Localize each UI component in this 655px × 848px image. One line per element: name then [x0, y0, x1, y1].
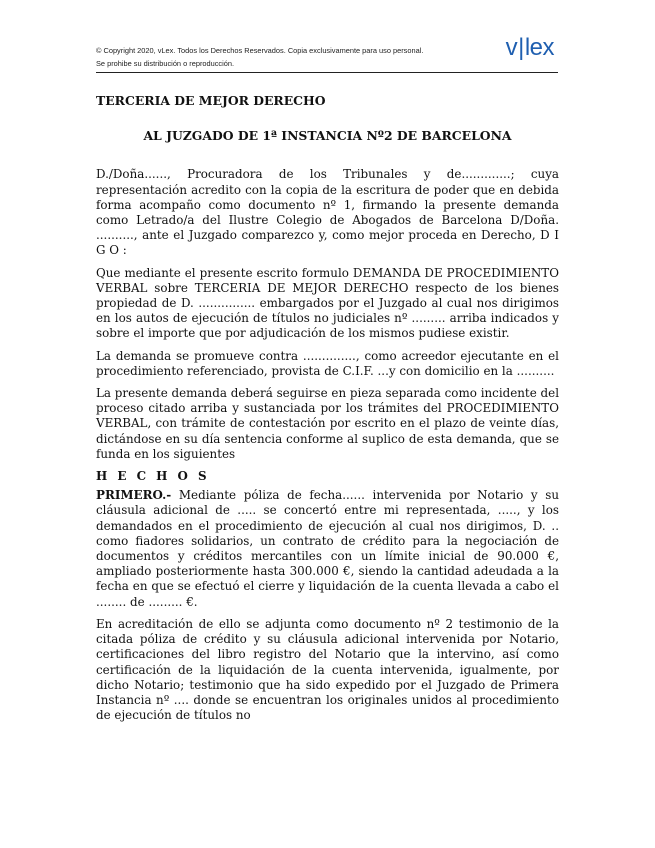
- logo-divider: |: [518, 34, 524, 61]
- court-heading: AL JUZGADO DE 1ª INSTANCIA Nº2 DE BARCELONA: [143, 128, 512, 144]
- paragraph-3: La demanda se promueve contra .............., como acreedor ejecutante en el procedimiento referenciado, provista de C.I.F. ...y con domicilio en la ..........: [96, 348, 559, 378]
- primero-text: Mediante póliza de fecha...... intervenida por Notario y su cláusula adicional de ..... se concertó entre mi representada, ....., y los demandados en el procedimiento de ejecución al cual nos dirigimos, D. .. como fiadores solidarios, un contrato de crédito para la negociación de documentos y créditos mercantiles con un límite inicial de 90.000 €, ampliado posteriormente hasta 300.000 €, siendo la cantidad adeudada a la fecha en que se efectuó el cierre y liquidación de la cuenta llevada a cabo el ........ de ......... €.: [96, 488, 559, 609]
- primero-label: PRIMERO.-: [96, 488, 172, 503]
- document-body: [96, 93, 559, 730]
- paragraph-1: D./Doña......, Procuradora de los Tribunales y de.............; cuya representación acredito con la copia de la escritura de poder que en debida forma acompaño como documento nº 1, firmando la presente demanda como Letrado/a del Ilustre Colegio de Abogados de Barcelona D/Doña. .........., ante el Juzgado comparezco y, como mejor proceda en Derecho, D I G O :: [96, 167, 559, 258]
- copyright-line-1: © Copyright 2020, vLex. Todos los Derechos Reservados. Copia exclusivamente para uso personal.: [96, 46, 424, 55]
- document-title: TERCERIA DE MEJOR DERECHO: [96, 93, 326, 108]
- vlex-logo: [506, 34, 554, 62]
- copyright-notice: [96, 44, 496, 70]
- hechos-heading: H E C H O S: [96, 469, 210, 484]
- copyright-line-2: Se prohibe su distribución o reproducción.: [96, 59, 235, 68]
- logo-v: v: [505, 34, 518, 61]
- page-header: [96, 34, 558, 73]
- paragraph-4: La presente demanda deberá seguirse en pieza separada como incidente del proceso citado arriba y sustanciada por los trámites del PROCEDIMIENTO VERBAL, con trámite de contestación por escrito en el plazo de veinte días, dictándose en su día sentencia conforme al suplico de esta demanda, que se funda en los siguientes: [96, 386, 559, 461]
- logo-lex: lex: [524, 34, 554, 61]
- paragraph-primero: [96, 488, 559, 610]
- paragraph-2: Que mediante el presente escrito formulo DEMANDA DE PROCEDIMIENTO VERBAL sobre TERCERIA DE MEJOR DERECHO respecto de los bienes propiedad de D. ............... embargados por el Juzgado al cual nos dirigimos en los autos de ejecución de títulos no judiciales nº ......... arriba indicados y sobre el importe que por adjudicación de los mismos pudiese existir.: [96, 265, 559, 341]
- paragraph-6: En acreditación de ello se adjunta como documento nº 2 testimonio de la citada póliza de crédito y su cláusula adicional intervenida por Notario, certificaciones del libro registro del Notario que la intervino, así como certificación de la liquidación de la cuenta intervenida, igualmente, por dicho Notario; testimonio que ha sido expedido por el Juzgado de Primera Instancia nº .... donde se encuentran los originales unidos al procedimiento de ejecución de títulos no: [96, 616, 559, 723]
